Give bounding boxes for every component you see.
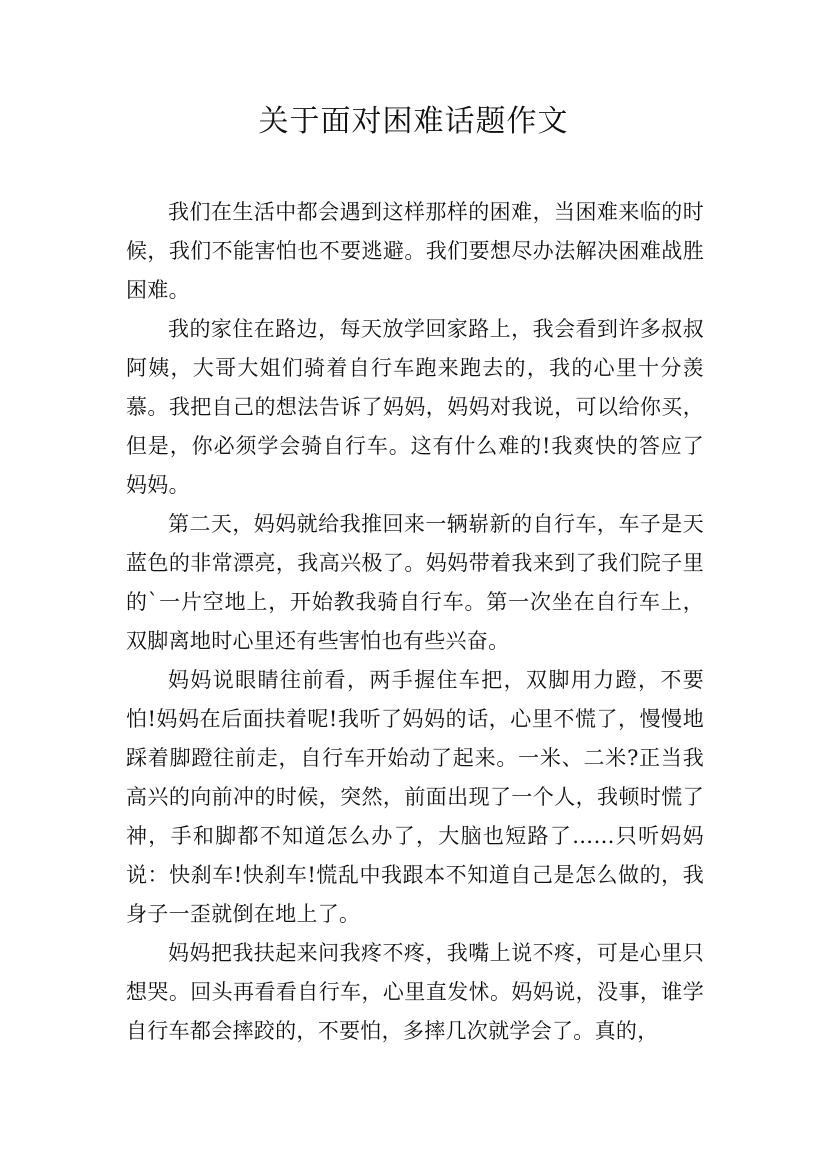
paragraph: 我们在生活中都会遇到这样那样的困难，当困难来临的时候，我们不能害怕也不要逃避。我们要想尽办法解决困难战胜困难。 xyxy=(126,200,704,302)
document-body xyxy=(126,193,704,1051)
paragraph: 第二天，妈妈就给我推回来一辆崭新的自行车，车子是天蓝色的非常漂亮，我高兴极了。妈妈带着我来到了我们院子里的`一片空地上，开始教我骑自行车。第一次坐在自行车上，双脚离地时心里还有些害怕也有些兴奋。 xyxy=(126,512,704,653)
paragraph: 妈妈说眼睛往前看，两手握住车把，双脚用力蹬，不要怕!妈妈在后面扶着呢!我听了妈妈的话，心里不慌了，慢慢地踩着脚蹬往前走，自行车开始动了起来。一米、二米?正当我高兴的向前冲的时候，突然，前面出现了一个人，我顿时慌了神，手和脚都不知道怎么办了，大脑也短路了……只听妈妈说：快刹车!快刹车!慌乱中我跟本不知道自己是怎么做的，我身子一歪就倒在地上了。 xyxy=(126,668,704,926)
document-title: 关于面对困难话题作文 xyxy=(258,104,569,139)
paragraph: 我的家住在路边，每天放学回家路上，我会看到许多叔叔阿姨，大哥大姐们骑着自行车跑来跑去的，我的心里十分羡慕。我把自己的想法告诉了妈妈，妈妈对我说，可以给你买，但是，你必须学会骑自行车。这有什么难的!我爽快的答应了妈妈。 xyxy=(126,317,704,497)
paragraph: 妈妈把我扶起来问我疼不疼，我嘴上说不疼，可是心里只想哭。回头再看看自行车，心里直发怵。妈妈说，没事，谁学自行车都会摔跤的，不要怕，多摔几次就学会了。真的， xyxy=(126,941,704,1043)
